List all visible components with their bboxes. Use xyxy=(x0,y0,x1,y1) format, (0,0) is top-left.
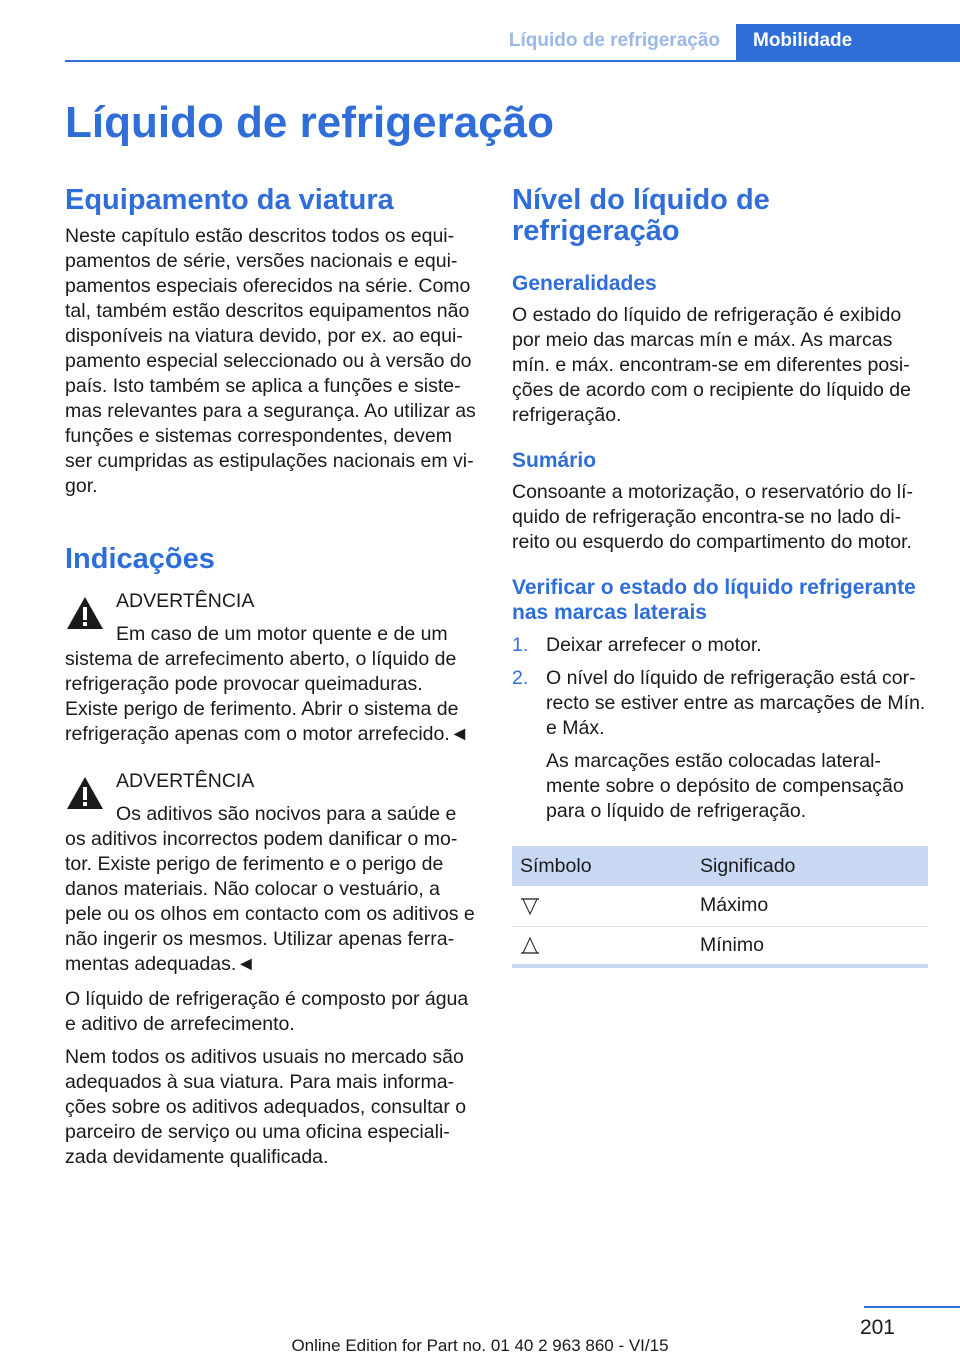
additives-text: Nem todos os aditivos usuais no mercado são adequados à sua viatura. Para mais informa-ções sobre os aditivos adequados, consultar o parceiro de serviço ou uma oficina especiali-zada devidamente qualificada. xyxy=(65,1046,467,1168)
indications-heading: Indicações xyxy=(65,543,215,575)
min-mark-icon xyxy=(520,936,540,956)
page-title: Líquido de refrigeração xyxy=(65,98,554,147)
step-extra-text: As marcações estão colocadas lateral-mente sobre o depósito de compensação para o líquido de refrigeração. xyxy=(546,750,904,822)
table-header: Símbolo xyxy=(512,846,692,886)
warning-icon xyxy=(65,595,105,631)
check-heading: Verificar o estado do líquido refrigerante nas marcas laterais xyxy=(512,576,916,624)
max-mark-icon xyxy=(520,896,540,916)
table-row xyxy=(512,926,928,966)
breadcrumb[interactable]: Líquido de refrigeração xyxy=(508,30,720,51)
table-cell: Mínimo xyxy=(700,933,764,956)
steps-list xyxy=(512,633,927,824)
step-number: 1. xyxy=(512,634,529,656)
page-number-rule xyxy=(864,1306,960,1308)
step-number: 2. xyxy=(512,667,529,689)
page-number: 201 xyxy=(859,1316,895,1339)
footer: Online Edition for Part no. 01 40 2 963 860 - VI/15 xyxy=(291,1336,669,1355)
equipment-text: Neste capítulo estão descritos todos os equi-pamentos de série, versões nacionais e equi-pamentos especiais oferecidos na série. Como tal, também estão descritos equipamentos não disponíveis na viatura devido, por ex. ao equi-pamento especial seleccionado ou à versão do país. Isto também se aplica a funções e siste-mas relevantes para a segurança. Ao utilizar as funções e sistemas correspondentes, devem ser cumpridas as estipulações nacionais em vi-gor. xyxy=(65,225,476,497)
list-item xyxy=(512,666,927,824)
warning-icon xyxy=(65,775,105,811)
table-cell xyxy=(512,886,692,926)
table-header: Significado xyxy=(692,846,928,886)
step-text: Deixar arrefecer o motor. xyxy=(546,634,762,656)
warning-label: ADVERTÊNCIA xyxy=(116,590,255,612)
warning-text: Em caso de um motor quente e de um sistema de arrefecimento aberto, o líquido de refrigeração pode provocar queimaduras. Existe perigo de ferimento. Abrir o sistema de refrigeração apenas com o motor arrefecido.◄ xyxy=(65,623,470,745)
coolant-composition-text: O líquido de refrigeração é composto por água e aditivo de arrefecimento. xyxy=(65,988,469,1035)
symbol-table xyxy=(512,846,928,968)
left-column xyxy=(65,185,480,1170)
table-header-row xyxy=(512,846,928,886)
warning-label: ADVERTÊNCIA xyxy=(116,770,255,792)
list-item xyxy=(512,633,927,658)
section-tab[interactable]: Mobilidade xyxy=(736,24,960,62)
table-cell xyxy=(512,926,692,966)
step-text: O nível do líquido de refrigeração está cor-recto se estiver entre as marcações de Mín. e Máx. xyxy=(546,667,926,739)
general-heading: Generalidades xyxy=(512,272,657,295)
warning-text: Os aditivos são nocivos para a saúde e os aditivos incorrectos podem danificar o mo-tor. Existe perigo de ferimento e o perigo de danos materiais. Não colocar o vestuário, a pele ou os olhos em contacto com os aditivos e não ingerir os mesmos. Utilizar apenas ferra-mentas adequadas.◄ xyxy=(65,803,475,975)
table-row xyxy=(512,886,928,926)
table-cell: Máximo xyxy=(692,886,928,926)
general-text: O estado do líquido de refrigeração é exibido por meio das marcas mín e máx. As marcas mín. e máx. encontram-se em diferentes posi-ções de acordo com o recipiente do líquido de refrigeração. xyxy=(512,304,911,426)
header-bar xyxy=(65,24,960,62)
equipment-heading: Equipamento da viatura xyxy=(65,184,394,216)
warning-block xyxy=(65,589,480,747)
warning-block xyxy=(65,769,480,977)
summary-heading: Sumário xyxy=(512,449,597,472)
summary-text: Consoante a motorização, o reservatório do lí-quido de refrigeração encontra-se no lado di-reito ou esquerdo do compartimento do motor. xyxy=(512,481,914,553)
level-heading: Nível do líquido de refrigeração xyxy=(512,184,770,247)
right-column xyxy=(512,185,927,968)
